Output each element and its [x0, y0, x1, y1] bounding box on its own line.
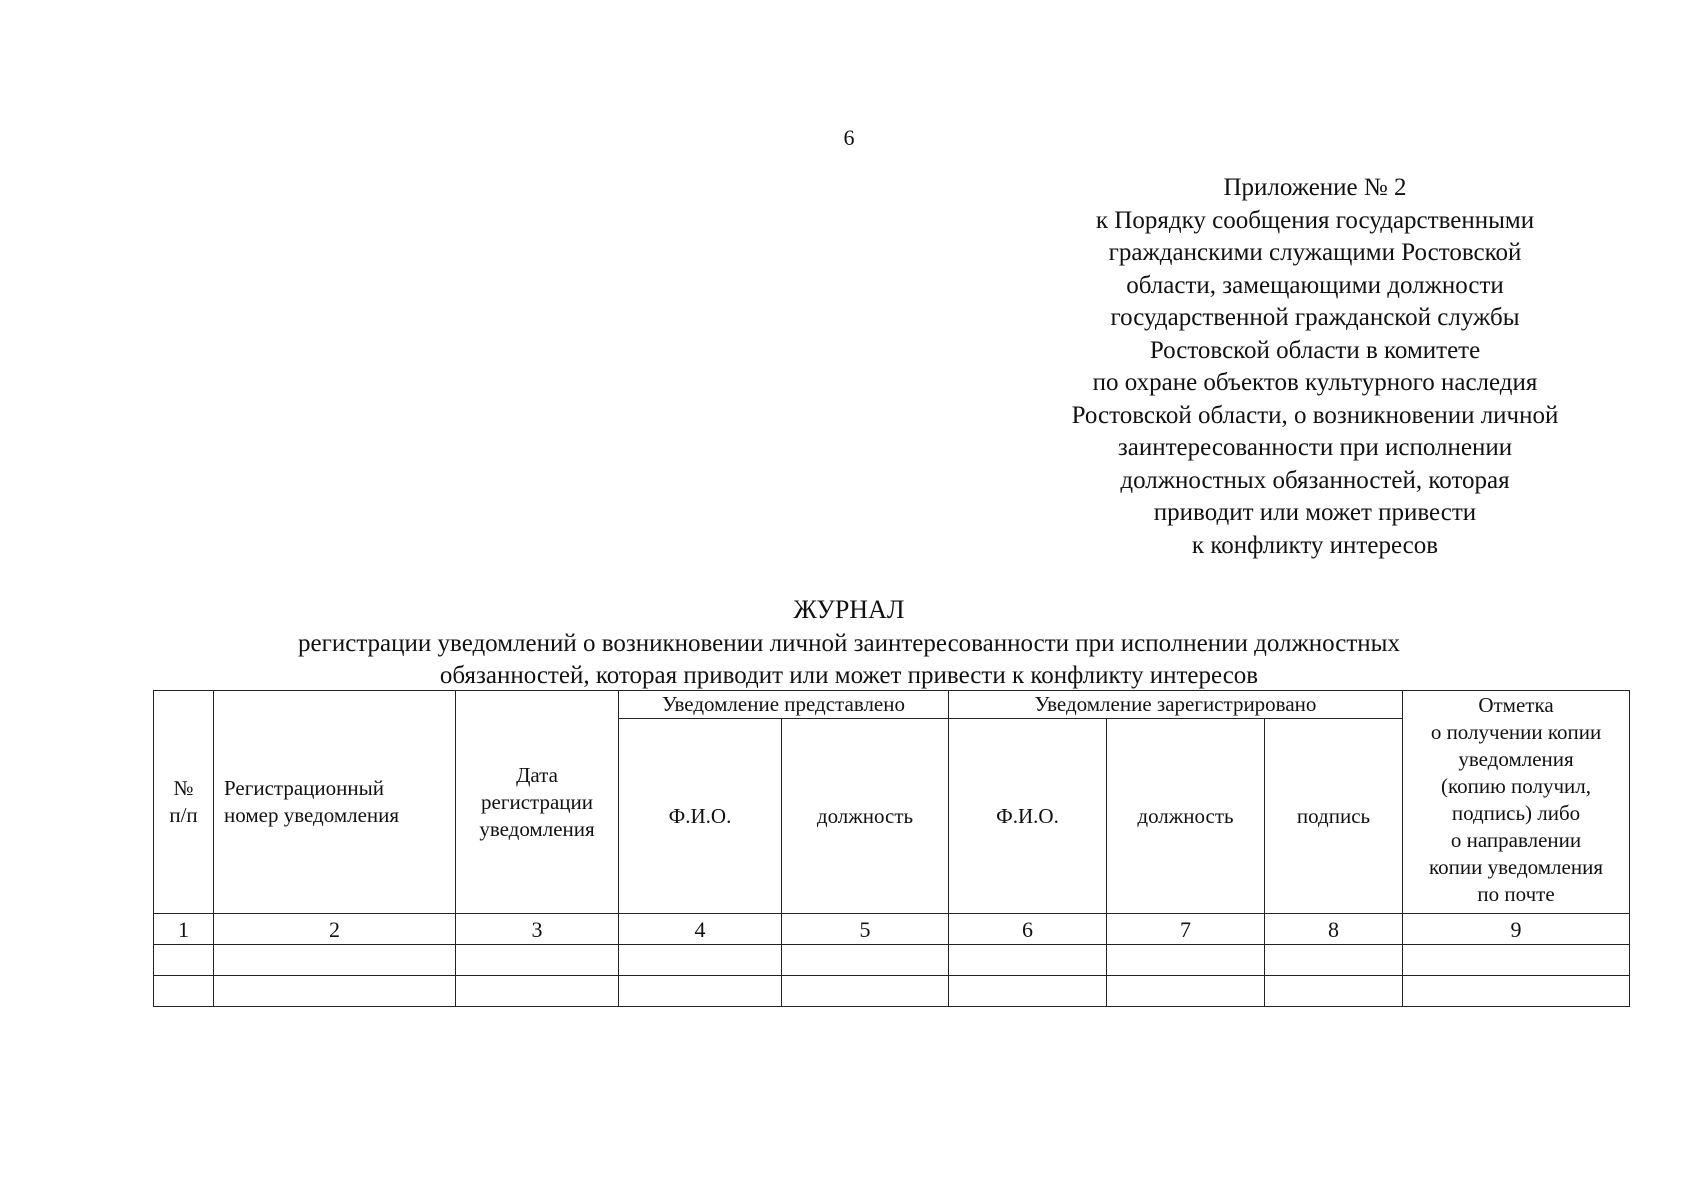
table-cell [619, 945, 782, 976]
header-group-registered: Уведомление зарегистрировано [949, 691, 1403, 719]
header-registered-signature: подпись [1265, 719, 1403, 914]
column-number: 4 [619, 914, 782, 945]
appendix-line: Ростовской области в комитете [1149, 336, 1481, 364]
header-presented-fio: Ф.И.О. [619, 719, 782, 914]
table-cell [154, 945, 214, 976]
column-number: 2 [214, 914, 456, 945]
table-cell [782, 945, 949, 976]
header-no: № п/п [154, 691, 214, 914]
appendix-line: по охране объектов культурного наследия [1092, 369, 1538, 396]
table-cell [1107, 945, 1265, 976]
table-cell [1403, 976, 1630, 1007]
header-presented-position: должность [782, 719, 949, 914]
table-cell [782, 976, 949, 1007]
appendix-line: должностных обязанностей, которая [1120, 466, 1510, 494]
table-cell [949, 976, 1107, 1007]
header-reg-date: Дата регистрации уведомления [456, 691, 619, 914]
appendix-line: приводит или может привести [1153, 499, 1477, 526]
journal-title: ЖУРНАЛ [793, 595, 905, 624]
column-number: 6 [949, 914, 1107, 945]
header-registered-position: должность [1107, 719, 1265, 914]
journal-subtitle-line: обязанностей, которая приводит или может привести к конфликту интересов [439, 662, 1259, 689]
page-number: 6 [843, 125, 855, 150]
table-cell [1403, 945, 1630, 976]
table-cell [214, 945, 456, 976]
header-registered-fio: Ф.И.О. [949, 719, 1107, 914]
table-cell [1265, 945, 1403, 976]
column-number: 5 [782, 914, 949, 945]
table-row [154, 945, 1630, 976]
table-cell [1265, 976, 1403, 1007]
appendix-block [1020, 172, 1610, 562]
appendix-title: Приложение № 2 [1223, 174, 1407, 201]
journal-table [153, 690, 1630, 1007]
table-cell [154, 976, 214, 1007]
column-number: 1 [154, 914, 214, 945]
appendix-line: государственной гражданской службы [1110, 304, 1520, 331]
column-number-row [154, 914, 1630, 945]
column-number: 3 [456, 914, 619, 945]
journal-subtitle [0, 628, 1698, 692]
table-cell [619, 976, 782, 1007]
appendix-line: области, замещающими должности [1126, 271, 1504, 299]
column-number: 9 [1403, 914, 1630, 945]
table-cell [456, 945, 619, 976]
table-cell [214, 976, 456, 1007]
appendix-line: к конфликту интересов [1191, 531, 1439, 559]
appendix-line: гражданскими служащими Ростовской [1108, 239, 1522, 266]
table-cell [1107, 976, 1265, 1007]
header-group-presented: Уведомление представлено [619, 691, 949, 719]
appendix-line: Ростовской области, о возникновении личной [1071, 401, 1559, 429]
column-number: 8 [1265, 914, 1403, 945]
appendix-line: заинтересованности при исполнении [1117, 434, 1513, 461]
appendix-line: к Порядку сообщения государственными [1095, 206, 1535, 234]
table-cell [949, 945, 1107, 976]
journal-subtitle-line: регистрации уведомлений о возникновении личной заинтересованности при исполнении должностных [298, 630, 1400, 657]
header-reg-number: Регистрационный номер уведомления [214, 691, 456, 914]
header-row [154, 691, 1630, 719]
column-number: 7 [1107, 914, 1265, 945]
table-cell [456, 976, 619, 1007]
table-row [154, 976, 1630, 1007]
header-note: Отметка о получении копии уведомления (копию получил, подпись) либо о направлении копии уведомления по почте [1403, 691, 1630, 914]
